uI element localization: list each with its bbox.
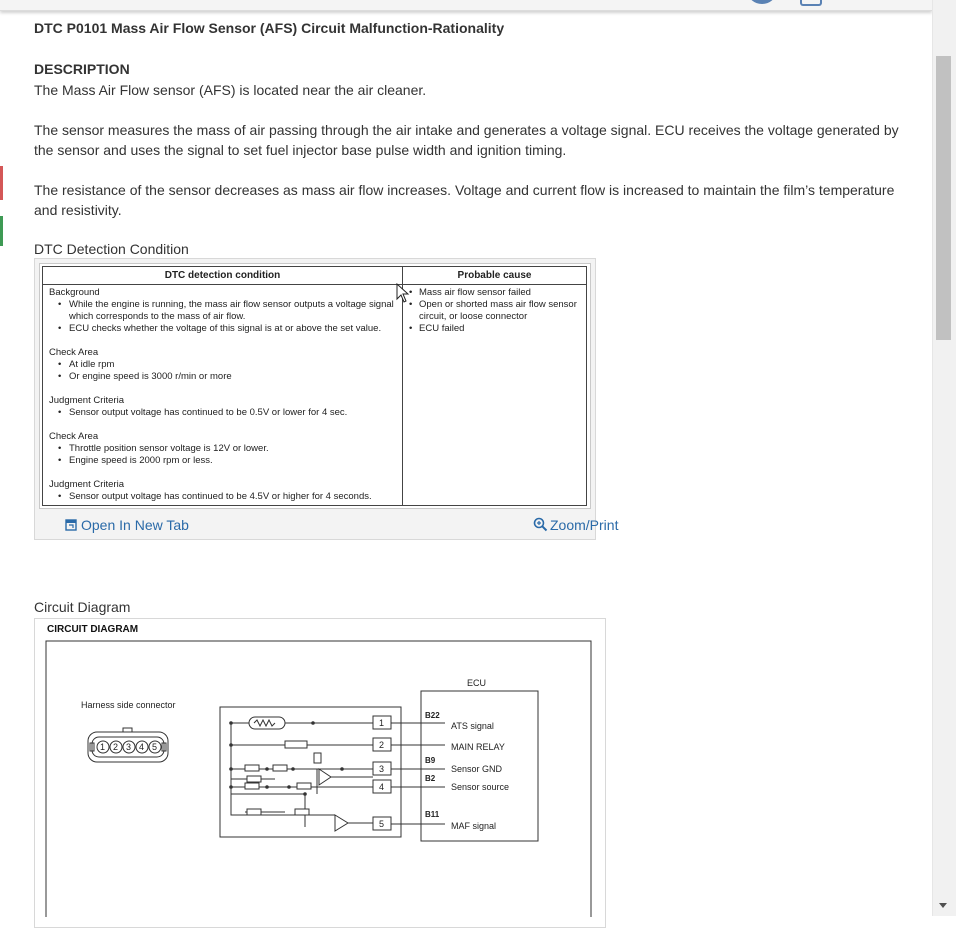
description-paragraph: The resistance of the sensor decreases as mass air flow increases. Voltage and current flow is increased to maintain the film’s temperature and resistivity.: [34, 182, 895, 218]
top-toolbar: [0, 0, 932, 11]
ecu-terminal: B22: [425, 711, 440, 720]
open-in-new-tab-icon: [65, 518, 77, 534]
cause-column: [409, 287, 584, 335]
group-title: Check Area: [49, 347, 99, 358]
condition-group: [49, 287, 399, 335]
zoom-print-link[interactable]: [533, 517, 618, 535]
ecu-terminal: B9: [425, 756, 436, 765]
harness-pin-5: 5: [152, 742, 158, 752]
harness-pin-3: 3: [126, 742, 132, 752]
circuit-section-label: Circuit Diagram: [34, 599, 131, 615]
group-title: Judgment Criteria: [49, 395, 124, 406]
scroll-down-arrow-icon[interactable]: [939, 903, 947, 908]
left-accent-red: [0, 166, 3, 200]
ecu-terminal: B11: [425, 810, 440, 819]
harness-pin-1: 1: [100, 742, 106, 752]
condition-item: • Sensor output voltage has continued to be 4.5V or higher for 4 seconds.: [49, 491, 399, 503]
dtc-section-label: DTC Detection Condition: [34, 241, 189, 257]
sensor-pin-2: 2: [379, 740, 385, 750]
group-title: Check Area: [49, 431, 99, 442]
zoom-icon: [533, 517, 548, 535]
condition-group: [49, 431, 399, 467]
ecu-signal: Sensor GND: [451, 764, 503, 774]
condition-column: [49, 287, 399, 515]
condition-item: • Throttle position sensor voltage is 12V or lower.: [49, 443, 399, 455]
condition-group: [49, 479, 399, 503]
cause-item: • Mass air flow sensor failed: [409, 287, 584, 299]
circuit-diagram-figure[interactable]: [34, 618, 606, 928]
description-heading: DESCRIPTION: [34, 61, 130, 77]
ecu-signal: MAIN RELAY: [451, 742, 505, 752]
toolbar-icon[interactable]: [800, 0, 822, 6]
cause-item: • ECU failed: [409, 323, 584, 335]
condition-item: • Sensor output voltage has continued to be 0.5V or lower for 4 sec.: [49, 407, 399, 419]
group-title: Judgment Criteria: [49, 479, 124, 490]
condition-item: • At idle rpm: [49, 359, 399, 371]
sensor-pin-5: 5: [379, 819, 385, 829]
dtc-table-header: [43, 267, 586, 285]
circuit-diagram-drawing: [35, 619, 607, 917]
condition-group: [49, 395, 399, 419]
left-accent-green: [0, 216, 3, 246]
scrollbar-thumb[interactable]: [936, 56, 951, 340]
dtc-table: [42, 266, 587, 506]
harness-pin-2: 2: [113, 742, 119, 752]
ecu-terminal: B2: [425, 774, 436, 783]
condition-item: • Engine speed is 2000 rpm or less.: [49, 455, 399, 467]
vertical-scrollbar[interactable]: [932, 0, 956, 916]
sensor-pin-1: 1: [379, 718, 385, 728]
cause-item: • Open or shorted mass air flow sensor circuit, or loose connector: [409, 299, 584, 323]
condition-item: • While the engine is running, the mass air flow sensor outputs a voltage signal which corresponds to the mass of air flow.: [49, 299, 399, 323]
description-paragraph: The sensor measures the mass of air passing through the air intake and generates a voltage signal. ECU receives the voltage generated by the sensor and uses the signal to set fuel injector base pulse width and ignition timing.: [34, 122, 899, 158]
dtc-figure-image[interactable]: [39, 263, 591, 509]
sensor-pin-3: 3: [379, 764, 385, 774]
ecu-signal: ATS signal: [451, 721, 494, 731]
group-title: Background: [49, 287, 100, 298]
harness-connector-pins: [97, 741, 161, 753]
open-in-new-tab-label: Open In New Tab: [81, 517, 189, 533]
dtc-condition-figure: [34, 258, 619, 540]
col-cause-header: Probable cause: [457, 270, 532, 281]
harness-connector-label: Harness side connector: [81, 700, 176, 710]
condition-group: [49, 347, 399, 383]
page-title: DTC P0101 Mass Air Flow Sensor (AFS) Circuit Malfunction-Rationality: [34, 20, 505, 36]
ecu-signal: Sensor source: [451, 782, 510, 792]
harness-wires: [391, 723, 445, 824]
sensor-pin-4: 4: [379, 782, 385, 792]
user-avatar[interactable]: [748, 0, 776, 4]
condition-item: • ECU checks whether the voltage of this signal is at or above the set value.: [49, 323, 399, 335]
mouse-cursor-icon: [396, 283, 410, 303]
circuit-diagram-title: CIRCUIT DIAGRAM: [47, 624, 139, 635]
ecu-signal: MAF signal: [451, 821, 497, 831]
zoom-print-label: Zoom/Print: [550, 517, 619, 533]
harness-pin-4: 4: [139, 742, 145, 752]
open-in-new-tab-link[interactable]: [65, 517, 189, 534]
col-condition-header: DTC detection condition: [164, 270, 281, 281]
description-paragraph: The Mass Air Flow sensor (AFS) is located near the air cleaner.: [34, 82, 427, 98]
condition-item: • Or engine speed is 3000 r/min or more: [49, 371, 399, 383]
ecu-label: ECU: [467, 678, 487, 688]
